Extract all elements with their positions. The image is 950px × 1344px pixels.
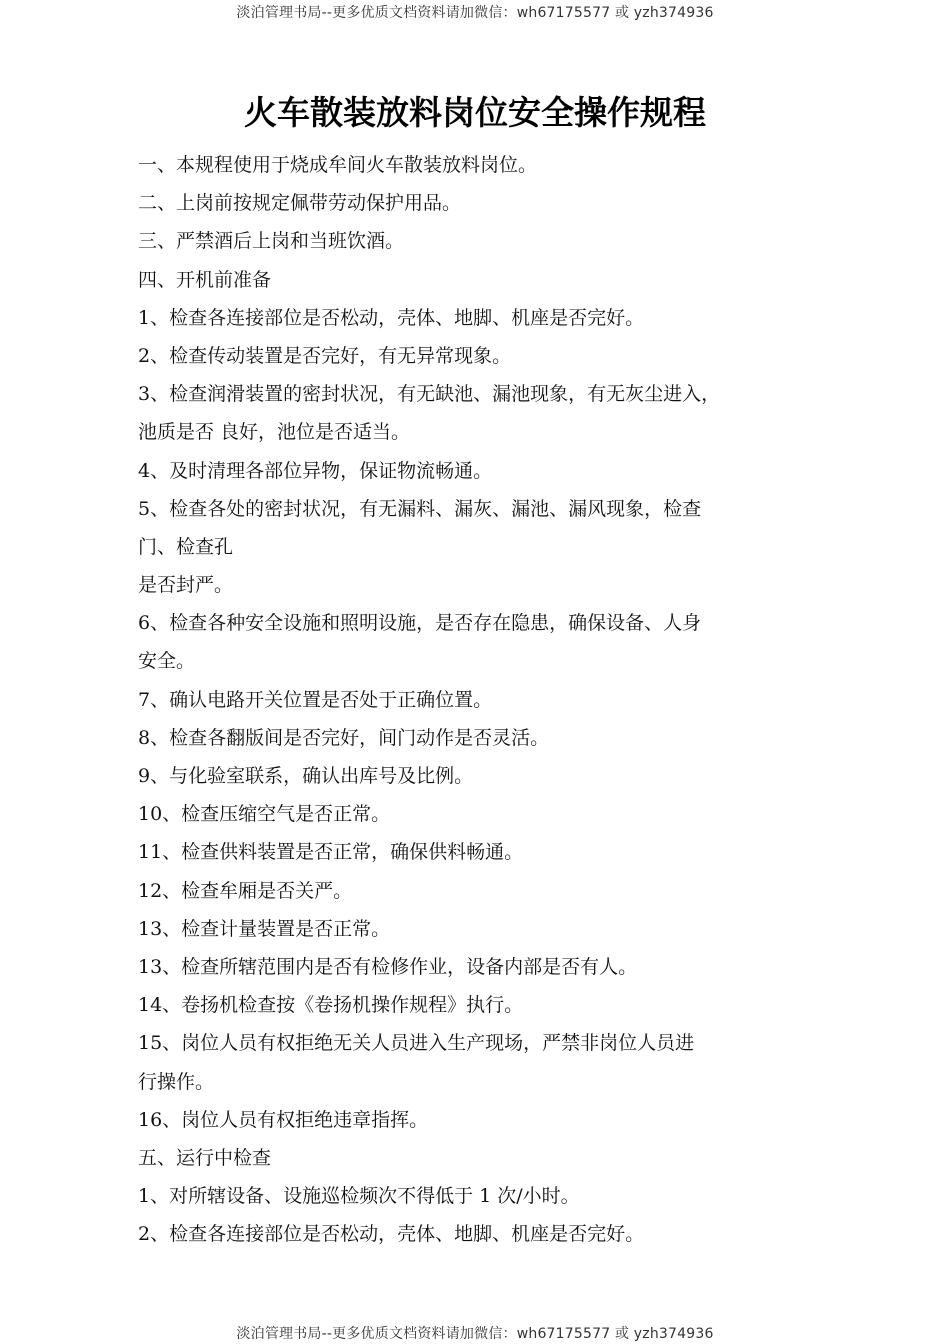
footer-watermark: 淡泊管理书局--更多优质文档资料请加微信：wh67175577 或 yzh374936 bbox=[236, 1326, 714, 1342]
text-line: 6、检查各种安全设施和照明设施，是否存在隐患，确保设备、人身 bbox=[138, 612, 702, 635]
text-line: 一、本规程使用于烧成牟间火车散装放料岗位。 bbox=[138, 154, 538, 176]
text-line: 1、检查各连接部位是否松动，壳体、地脚、机座是否完好。 bbox=[138, 306, 645, 329]
text-line: 安全。 bbox=[138, 650, 196, 673]
text-line: 13、检查所辖范围内是否有检修作业，设备内部是否有人。 bbox=[138, 955, 638, 978]
section-heading: 五、运行中检查 bbox=[138, 1146, 272, 1169]
text-line: 9、与化验室联系，确认出库号及比例。 bbox=[138, 765, 474, 787]
text-line: 三、严禁酒后上岗和当班饮酒。 bbox=[138, 230, 405, 253]
text-line: 5、检查各处的密封状况，有无漏料、漏灰、漏池、漏风现象，检查 bbox=[138, 497, 702, 520]
text-line: 11、检查供料装置是否正常，确保供料畅通。 bbox=[138, 841, 524, 864]
text-line: 门、检查孔 bbox=[138, 535, 234, 558]
document-title: 火车散装放料岗位安全操作规程 bbox=[244, 93, 706, 132]
text-line: 2、检查各连接部位是否松动，壳体、地脚、机座是否完好。 bbox=[138, 1223, 645, 1246]
text-line: 是否封严。 bbox=[138, 574, 234, 597]
text-line: 16、岗位人员有权拒绝违章指挥。 bbox=[138, 1108, 429, 1131]
text-line: 3、检查润滑装置的密封状况，有无缺池、漏池现象，有无灰尘进入， bbox=[138, 383, 721, 406]
text-line: 二、上岗前按规定佩带劳动保护用品。 bbox=[138, 192, 462, 215]
section-heading: 四、开机前准备 bbox=[138, 268, 272, 291]
text-line: 12、检查牟厢是否关严。 bbox=[138, 879, 353, 902]
text-line: 13、检查计量装置是否正常。 bbox=[138, 917, 391, 940]
text-line: 15、岗位人员有权拒绝无关人员进入生产现场，严禁非岗位人员进 bbox=[138, 1032, 695, 1055]
text-line: 8、检查各翻版间是否完好，间门动作是否灵活。 bbox=[138, 726, 550, 749]
text-line: 7、确认电路开关位置是否处于正确位置。 bbox=[138, 688, 493, 711]
text-line: 14、卷扬机检查按《卷扬机操作规程》执行。 bbox=[138, 994, 524, 1017]
text-line: 行操作。 bbox=[138, 1070, 215, 1093]
text-line: 池质是否 良好，池位是否适当。 bbox=[138, 421, 411, 444]
text-line: 10、检查压缩空气是否正常。 bbox=[138, 803, 391, 826]
header-watermark: 淡泊管理书局--更多优质文档资料请加微信：wh67175577 或 yzh374936 bbox=[236, 5, 714, 21]
text-line: 1、对所辖设备、设施巡检频次不得低于 1 次/小时。 bbox=[138, 1185, 580, 1208]
text-line: 2、检查传动装置是否完好，有无异常现象。 bbox=[138, 344, 512, 367]
document-body bbox=[138, 146, 828, 1253]
text-line: 4、及时清理各部位异物，保证物流畅通。 bbox=[138, 459, 493, 482]
